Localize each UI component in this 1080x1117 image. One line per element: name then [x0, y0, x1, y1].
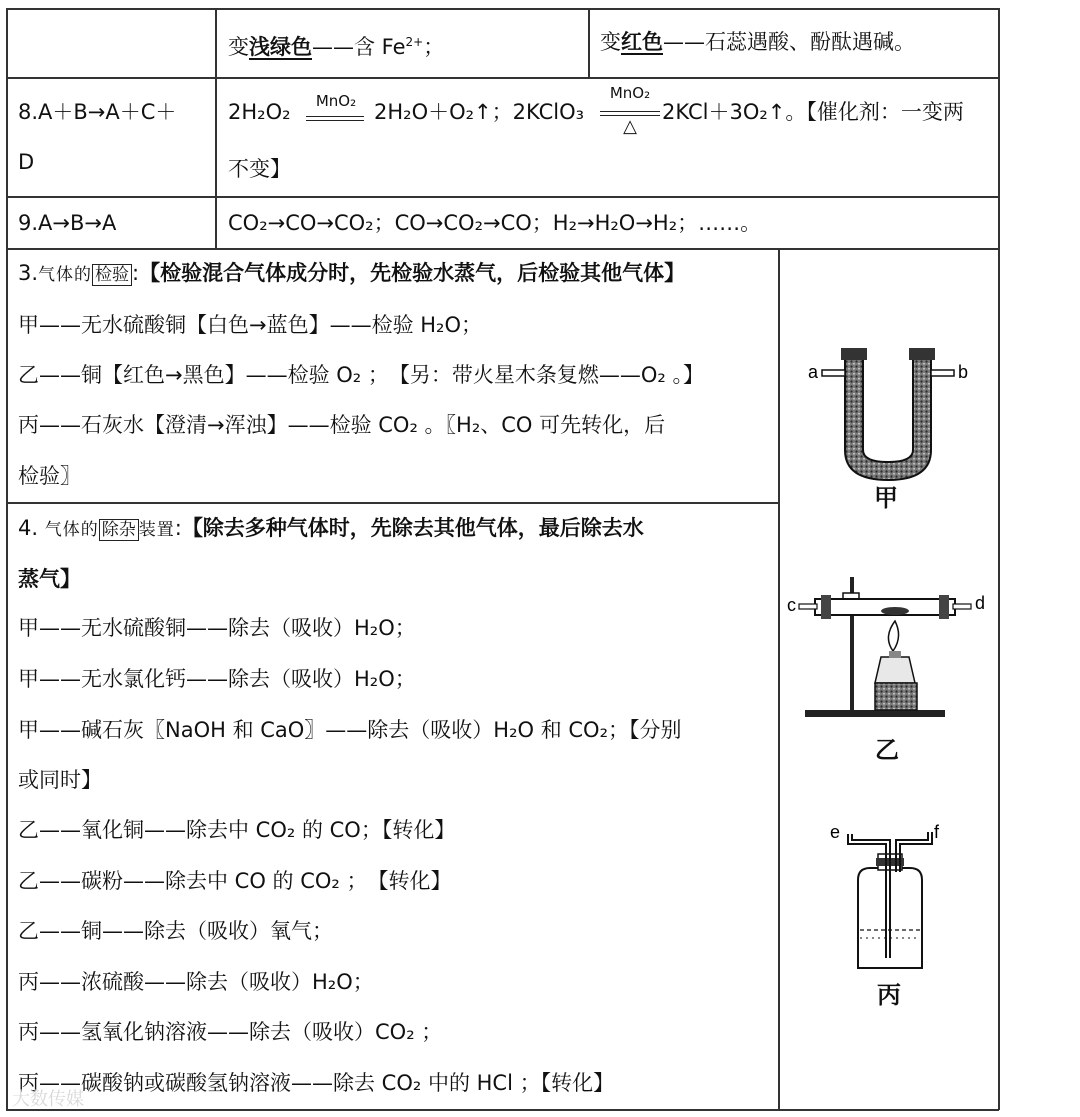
text: 变	[228, 35, 249, 59]
text: 4.	[18, 516, 39, 540]
gas-washing-bottle-figure	[820, 820, 960, 975]
text: 变	[600, 30, 621, 54]
port-label-e: e	[830, 822, 841, 842]
superscript: 2+	[405, 35, 424, 49]
section4-line: 甲——无水氯化钙——除去（吸收）H₂O；	[18, 667, 416, 691]
section4-line: 甲——无水硫酸铜——除去（吸收）H₂O；	[18, 616, 416, 640]
equation-part1: 2H₂O₂	[228, 100, 291, 124]
text: 气体的	[38, 265, 93, 285]
section4-line: 丙——浓硫酸——除去（吸收）H₂O；	[18, 970, 374, 994]
bold-text: 【除去多种气体时，先除去其他气体，最后除去水	[181, 516, 644, 540]
row8-line2: 不变】	[228, 157, 291, 181]
section3-line: 检验〗	[18, 464, 81, 488]
equation-part3: 2KCl＋3O₂↑。【催化剂：一变两	[662, 100, 964, 124]
text: :	[132, 261, 140, 285]
table-line	[6, 77, 999, 79]
table-line	[588, 8, 590, 78]
section3-title	[18, 259, 685, 289]
port-label-d: d	[975, 593, 986, 613]
section4-line: 乙——氧化铜——除去中 CO₂ 的 CO；【转化】	[18, 818, 456, 842]
watermark: 大数传媒	[12, 1089, 84, 1110]
table-line	[6, 196, 999, 198]
text: ——含 Fe	[312, 35, 406, 59]
text: :	[174, 516, 182, 540]
text: ；	[423, 35, 445, 59]
section4-title	[18, 514, 644, 544]
table-line	[6, 248, 999, 250]
row7-col3	[600, 28, 915, 56]
row8-label-line1: 8.A＋B→A＋C＋	[18, 100, 177, 124]
section4-line: 乙——碳粉——除去中 CO 的 CO₂ ； 【转化】	[18, 869, 452, 893]
highlight-color: 浅绿色	[249, 35, 312, 59]
section3-line: 乙——铜【红色→黑色】——检验 O₂ ； 【另：带火星木条复燃——O₂ 。】	[18, 363, 705, 387]
table-line	[6, 1109, 999, 1111]
highlight-color: 红色	[621, 30, 663, 54]
catalyst-label: MnO₂	[315, 92, 357, 110]
figure-label-bing: 丙	[877, 981, 901, 1009]
table-line	[6, 502, 778, 504]
port-label-f: f	[934, 822, 940, 842]
table-line	[6, 8, 999, 10]
table-line	[778, 248, 780, 1110]
row9-label: 9.A→B→A	[18, 211, 117, 235]
combustion-tube-figure	[785, 565, 990, 725]
section4-line: 丙——氢氧化钠溶液——除去（吸收）CO₂ ；	[18, 1020, 443, 1044]
port-label-a: a	[808, 362, 819, 382]
table-line	[998, 8, 1000, 1110]
section3-line: 丙——石灰水【澄清→浑浊】——检验 CO₂ 。〖H₂、CO 可先转化，后	[18, 413, 666, 437]
equals-sign	[306, 116, 364, 121]
figure-label-yi: 乙	[875, 736, 899, 764]
text: ——石蕊遇酸、酚酞遇碱。	[663, 30, 915, 54]
section4-line: 丙——碳酸钠或碳酸氢钠溶液——除去 CO₂ 中的 HCl ；【转化】	[18, 1071, 615, 1095]
heat-symbol: △	[623, 116, 637, 137]
section4-line: 甲——碱石灰〖NaOH 和 CaO〗——除去（吸收）H₂O 和 CO₂；【分别	[18, 718, 682, 742]
row7-col2	[228, 28, 444, 61]
section4-line: 乙——铜——除去（吸收）氧气；	[18, 919, 333, 943]
row8-label-line2: D	[18, 150, 35, 174]
text: 装置	[138, 520, 175, 540]
table-line	[215, 8, 217, 249]
section4-title-line2: 蒸气】	[18, 567, 81, 591]
boxed-term: 除杂	[99, 519, 139, 541]
figure-label-jia: 甲	[874, 484, 898, 512]
port-label-b: b	[958, 362, 969, 382]
table-line	[6, 8, 8, 1110]
equation-part2: 2H₂O＋O₂↑；2KClO₃	[374, 100, 585, 124]
section4-line: 或同时】	[18, 768, 102, 792]
bold-text: 【检验混合气体成分时，先检验水蒸气，后检验其他气体】	[139, 261, 686, 285]
boxed-term: 检验	[92, 264, 132, 286]
text: 气体的	[44, 520, 99, 540]
catalyst-label: MnO₂	[609, 84, 651, 102]
port-label-c: c	[787, 595, 796, 615]
row9-content: CO₂→CO→CO₂；CO→CO₂→CO；H₂→H₂O→H₂；……。	[228, 211, 762, 235]
text: 3.	[18, 261, 39, 285]
section3-line: 甲——无水硫酸铜【白色→蓝色】——检验 H₂O；	[18, 313, 483, 337]
